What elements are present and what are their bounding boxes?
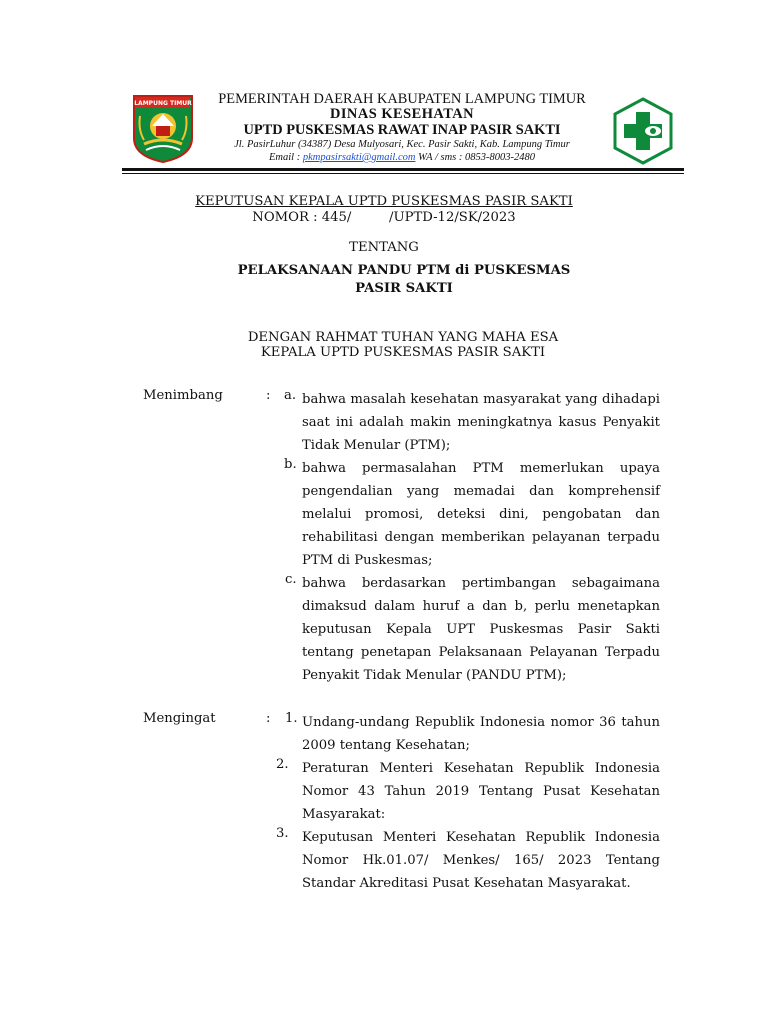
letterhead-divider-thin xyxy=(122,173,684,174)
item-marker: 1. xyxy=(285,711,298,726)
address-line: Jl. PasirLuhur (34387) Desa Mulyosari, Kec. Pasir Sakti, Kab. Lampung Timur xyxy=(234,139,570,150)
letterhead-text xyxy=(192,92,612,164)
item-marker: 2. xyxy=(276,757,289,772)
regency-crest-icon xyxy=(130,94,196,164)
item-marker: b. xyxy=(284,457,297,472)
remembering-colon: : xyxy=(266,711,271,726)
email-link[interactable]: pkmpasirsakti@gmail.com xyxy=(302,152,416,163)
whatsapp-contact: WA / sms : 0853-8003-2480 xyxy=(415,152,535,163)
email-label: Email : xyxy=(269,152,303,163)
item-marker: a. xyxy=(284,388,297,403)
letterhead xyxy=(122,92,684,172)
crest-banner-text: LAMPUNG TIMUR xyxy=(134,100,192,107)
item-text: Undang-undang Republik Indonesia nomor 36 tahun 2009 tentang Kesehatan; xyxy=(302,715,660,753)
contact-line xyxy=(192,151,612,164)
health-cross-icon xyxy=(607,96,679,166)
remembering-label: Mengingat xyxy=(143,711,216,726)
item-text: bahwa berdasarkan pertimbangan sebagaimana dimaksud dalam huruf a dan b, perlu menetapkan keputusan Kepala UPT Puskesmas Pasir Sakti tentang penetapan Pelaksanaan Pelayanan Terpadu Penyakit Tidak Menular (PANDU PTM); xyxy=(302,576,660,683)
item-text: Keputusan Menteri Kesehatan Republik Indonesia Nomor Hk.01.07/ Menkes/ 165/ 2023 Tentang Standar Akreditasi Pusat Kesehatan Masyarakat. xyxy=(302,830,660,891)
opening-statement xyxy=(0,330,768,360)
decree-number: NOMOR : 445/ /UPTD-12/SK/2023 xyxy=(252,210,516,225)
subject-line-1: PELAKSANAAN PANDU PTM di PUSKESMAS xyxy=(237,263,571,278)
item-marker: c. xyxy=(285,572,297,587)
considering-label: Menimbang xyxy=(143,388,223,403)
opening-line-2: KEPALA UPTD PUSKESMAS PASIR SAKTI xyxy=(260,345,546,360)
department-name: DINAS KESEHATAN xyxy=(329,106,475,122)
considering-colon: : xyxy=(266,388,271,403)
decree-subject xyxy=(0,262,768,298)
about-label: TENTANG xyxy=(349,240,419,255)
government-name: PEMERINTAH DAERAH KABUPATEN LAMPUNG TIMUR xyxy=(218,91,586,107)
subject-line-2: PASIR SAKTI xyxy=(355,281,453,296)
opening-line-1: DENGAN RAHMAT TUHAN YANG MAHA ESA xyxy=(247,330,559,345)
institution-name: UPTD PUSKESMAS RAWAT INAP PASIR SAKTI xyxy=(243,122,561,138)
letterhead-divider-thick xyxy=(122,168,684,171)
item-text: bahwa masalah kesehatan masyarakat yang dihadapi saat ini adalah makin meningkatnya kasus Penyakit Tidak Menular (PTM); xyxy=(302,392,660,453)
item-text: bahwa permasalahan PTM memerlukan upaya pengendalian yang memadai dan komprehensif melalui promosi, deteksi dini, pengobatan dan rehabilitasi dengan memberikan pelayanan terpadu PTM di Puskesmas; xyxy=(302,461,660,568)
item-marker: 3. xyxy=(276,826,289,841)
item-text: Peraturan Menteri Kesehatan Republik Indonesia Nomor 43 Tahun 2019 Tentang Pusat Kesehatan Masyarakat: xyxy=(302,761,660,822)
decree-heading: KEPUTUSAN KEPALA UPTD PUSKESMAS PASIR SAKTI xyxy=(195,194,573,209)
decree-title xyxy=(0,194,768,226)
